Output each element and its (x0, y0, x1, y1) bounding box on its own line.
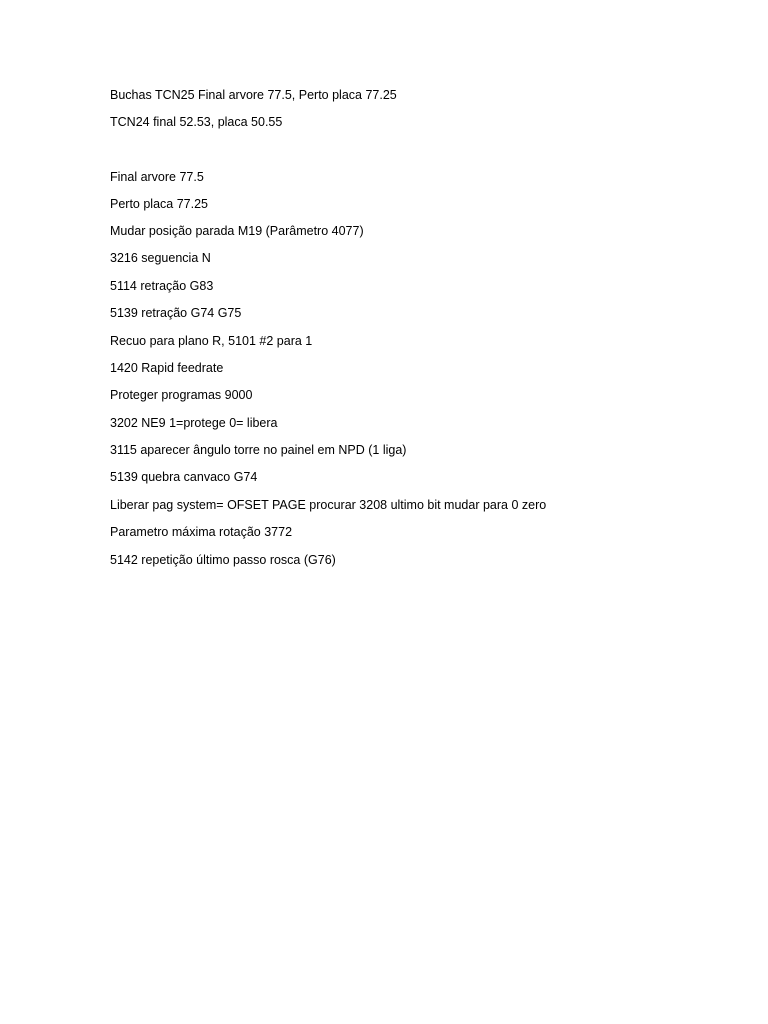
note-line-17: 5142 repetição último passo rosca (G76) (110, 553, 336, 567)
note-line-10: 1420 Rapid feedrate (110, 361, 224, 375)
note-line-14: 5139 quebra canvaco G74 (110, 470, 258, 484)
note-line-4: Perto placa 77.25 (110, 197, 208, 211)
note-line-2: TCN24 final 52.53, placa 50.55 (110, 115, 283, 129)
note-line-9: Recuo para plano R, 5101 #2 para 1 (110, 334, 313, 348)
note-line-7: 5114 retração G83 (110, 279, 214, 293)
note-line-13: 3115 aparecer ângulo torre no painel em NPD (1 liga) (110, 443, 407, 457)
note-line-12: 3202 NE9 1=protege 0= libera (110, 416, 278, 430)
note-line-11: Proteger programas 9000 (110, 388, 253, 402)
note-line-5: Mudar posição parada M19 (Parâmetro 4077) (110, 224, 364, 238)
note-line-3: Final arvore 77.5 (110, 170, 204, 184)
note-line-6: 3216 seguencia N (110, 251, 211, 265)
note-line-16: Parametro máxima rotação 3772 (110, 525, 293, 539)
note-line-1: Buchas TCN25 Final arvore 77.5, Perto placa 77.25 (110, 88, 397, 102)
note-line-15: Liberar pag system= OFSET PAGE procurar 3208 ultimo bit mudar para 0 zero (110, 498, 547, 512)
note-line-8: 5139 retração G74 G75 (110, 306, 242, 320)
